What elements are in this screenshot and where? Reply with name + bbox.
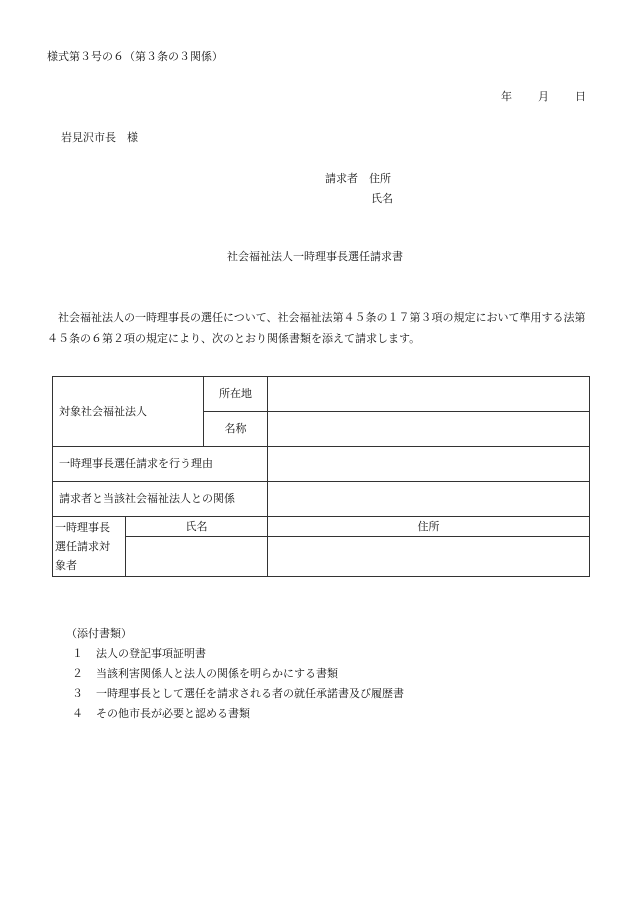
- location-label: 所在地: [204, 377, 268, 412]
- attachment-number: ３: [72, 687, 83, 700]
- attachment-text: その他市長が必要と認める書類: [96, 707, 250, 720]
- reason-value: [268, 447, 590, 482]
- requester-address-line: [325, 172, 391, 185]
- name-label: 名称: [204, 412, 268, 447]
- attachment-item: [66, 664, 404, 684]
- person-address-value: [268, 537, 590, 577]
- attachment-number: ４: [72, 707, 83, 720]
- target-person-label-line1: 一時理事長: [55, 521, 110, 534]
- attachment-text: 当該利害関係人と法人の関係を明らかにする書類: [96, 667, 338, 680]
- relation-value: [268, 482, 590, 517]
- target-person-label-line3: 象者: [55, 559, 77, 572]
- attachments: [66, 624, 404, 724]
- person-address-header: 住所: [268, 517, 590, 537]
- document-title: 社会福祉法人一時理事長選任請求書: [227, 250, 403, 263]
- attachment-text: 一時理事長として選任を請求される者の就任承諾書及び履歴書: [96, 687, 404, 700]
- date-line: [501, 90, 586, 103]
- body-text: 社会福祉法人の一時理事長の選任について、社会福祉法第４５条の１７第３項の規定において準用する法第４５条の６第２項の規定により、次のとおり関係書類を添えて請求します。: [47, 311, 586, 345]
- requester-label: 請求者: [325, 172, 358, 185]
- attachment-text: 法人の登記事項証明書: [96, 647, 206, 660]
- attachment-item: [66, 704, 404, 724]
- attachment-item: [66, 644, 404, 664]
- relation-label: 請求者と当該社会福祉法人との関係: [53, 482, 268, 517]
- person-name-header: 氏名: [126, 517, 268, 537]
- date-day: 日: [575, 90, 586, 103]
- name-value: [268, 412, 590, 447]
- reason-label: 一時理事長選任請求を行う理由: [53, 447, 268, 482]
- date-year: 年: [501, 90, 512, 103]
- target-person-label-line2: 選任請求対: [55, 540, 110, 553]
- attachments-heading: （添付書類）: [66, 627, 132, 640]
- person-name-value: [126, 537, 268, 577]
- requester-name-label: 氏名: [371, 192, 393, 205]
- attachment-item: [66, 684, 404, 704]
- form-number: 様式第３号の６（第３条の３関係）: [47, 50, 223, 63]
- address-label: 住所: [369, 172, 391, 185]
- target-person-label: [53, 517, 126, 577]
- addressee: 岩見沢市長 様: [61, 131, 138, 144]
- attachment-number: １: [72, 647, 83, 660]
- request-table: [52, 376, 590, 577]
- attachment-number: ２: [72, 667, 83, 680]
- location-value: [268, 377, 590, 412]
- date-month: 月: [538, 90, 549, 103]
- target-corp-label: 対象社会福祉法人: [53, 377, 204, 447]
